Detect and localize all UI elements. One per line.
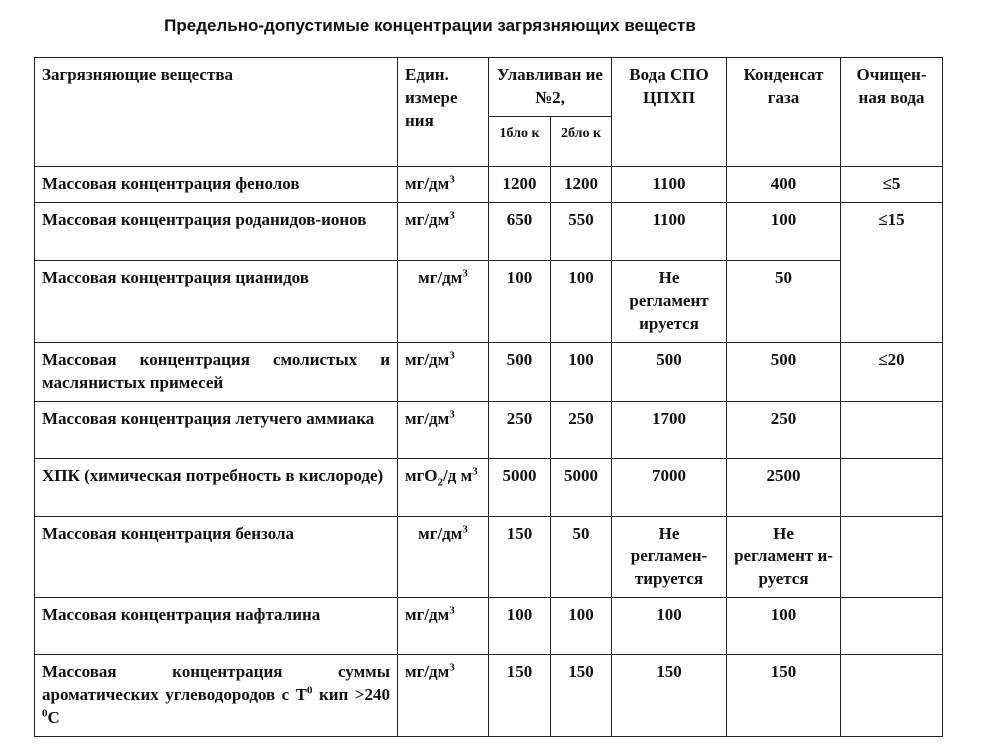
block1-value: 250 [489,401,551,458]
condensate-value: 250 [727,401,841,458]
unit-cell: мгО$_2$/д $м^3$ [398,458,489,516]
header-condensate: Конденсат газа [727,58,841,167]
condensate-value: Не регламент и-руется [727,516,841,598]
header-block-1: 1бло к [489,116,551,166]
cleaned-water-value [841,401,943,458]
unit-cell: $мг/дм^3$ [398,516,489,598]
condensate-value: 100 [727,202,841,260]
water-spo-value: 150 [612,655,727,737]
concentration-table [34,57,943,737]
cleaned-water-value: ≤5 [841,166,943,202]
substance-name: Массовая концентрация бензола [35,516,398,598]
header-water-spo: Вода СПО ЦПХП [612,58,727,167]
block1-value: 100 [489,598,551,655]
block1-value: 150 [489,516,551,598]
header-unit: Един. измере ния [398,58,489,167]
block2-value: 5000 [551,458,612,516]
water-spo-value: 100 [612,598,727,655]
cleaned-water-value [841,598,943,655]
unit-cell: $мг/дм^3$ [398,166,489,202]
table-row [35,655,943,737]
condensate-value: 100 [727,598,841,655]
page-title: Предельно-допустимые концентрации загрязняющих веществ [164,16,696,35]
cleaned-water-value [841,458,943,516]
substance-name: Массовая концентрация смолистых и маслянистых примесей [35,342,398,401]
table-row [35,516,943,598]
substance-name: Массовая концентрация цианидов [35,260,398,342]
substance-name: Массовая концентрация фенолов [35,166,398,202]
block1-value: 500 [489,342,551,401]
header-substance: Загрязняющие вещества [35,58,398,167]
substance-name: Массовая концентрация летучего аммиака [35,401,398,458]
water-spo-value: Не регламент ируется [612,260,727,342]
unit-cell: $мг/дм^3$ [398,260,489,342]
substance-name: Массовая концентрация роданидов-ионов [35,202,398,260]
condensate-value: 500 [727,342,841,401]
block2-value: 250 [551,401,612,458]
condensate-value: 2500 [727,458,841,516]
cleaned-water-value: ≤15 [841,202,943,342]
cleaned-water-value: ≤20 [841,342,943,401]
header-row [35,58,943,117]
header-capture: Улавливан ие №2, [489,58,612,117]
block2-value: 100 [551,342,612,401]
block1-value: 650 [489,202,551,260]
block2-value: 50 [551,516,612,598]
table-row [35,342,943,401]
substance-name: Массовая концентрация нафталина [35,598,398,655]
table-row [35,598,943,655]
water-spo-value: 1700 [612,401,727,458]
table-row [35,458,943,516]
condensate-value: 150 [727,655,841,737]
header-block-2: 2бло к [551,116,612,166]
water-spo-value: 1100 [612,202,727,260]
unit-cell: $мг/дм^3$ [398,655,489,737]
table-row [35,166,943,202]
block2-value: 100 [551,260,612,342]
cleaned-water-value [841,655,943,737]
water-spo-value: 7000 [612,458,727,516]
water-spo-value: 500 [612,342,727,401]
block1-value: 5000 [489,458,551,516]
table-row [35,401,943,458]
cleaned-water-value [841,516,943,598]
block2-value: 1200 [551,166,612,202]
table-row [35,202,943,260]
water-spo-value: 1100 [612,166,727,202]
block1-value: 150 [489,655,551,737]
condensate-value: 400 [727,166,841,202]
substance-name: Массовая концентрация суммы ароматических углеводородов с $Т^0$ кип >240 $^0$С [35,655,398,737]
block1-value: 100 [489,260,551,342]
substance-name: ХПК (химическая потребность в кислороде) [35,458,398,516]
header-cleaned-water: Очищен-ная вода [841,58,943,167]
block2-value: 550 [551,202,612,260]
unit-cell: $мг/дм^3$ [398,598,489,655]
unit-cell: $мг/дм^3$ [398,342,489,401]
water-spo-value: Не регламен-тируется [612,516,727,598]
condensate-value: 50 [727,260,841,342]
table-row [35,260,943,342]
unit-cell: $мг/дм^3$ [398,202,489,260]
unit-cell: $мг/дм^3$ [398,401,489,458]
block2-value: 150 [551,655,612,737]
block1-value: 1200 [489,166,551,202]
block2-value: 100 [551,598,612,655]
